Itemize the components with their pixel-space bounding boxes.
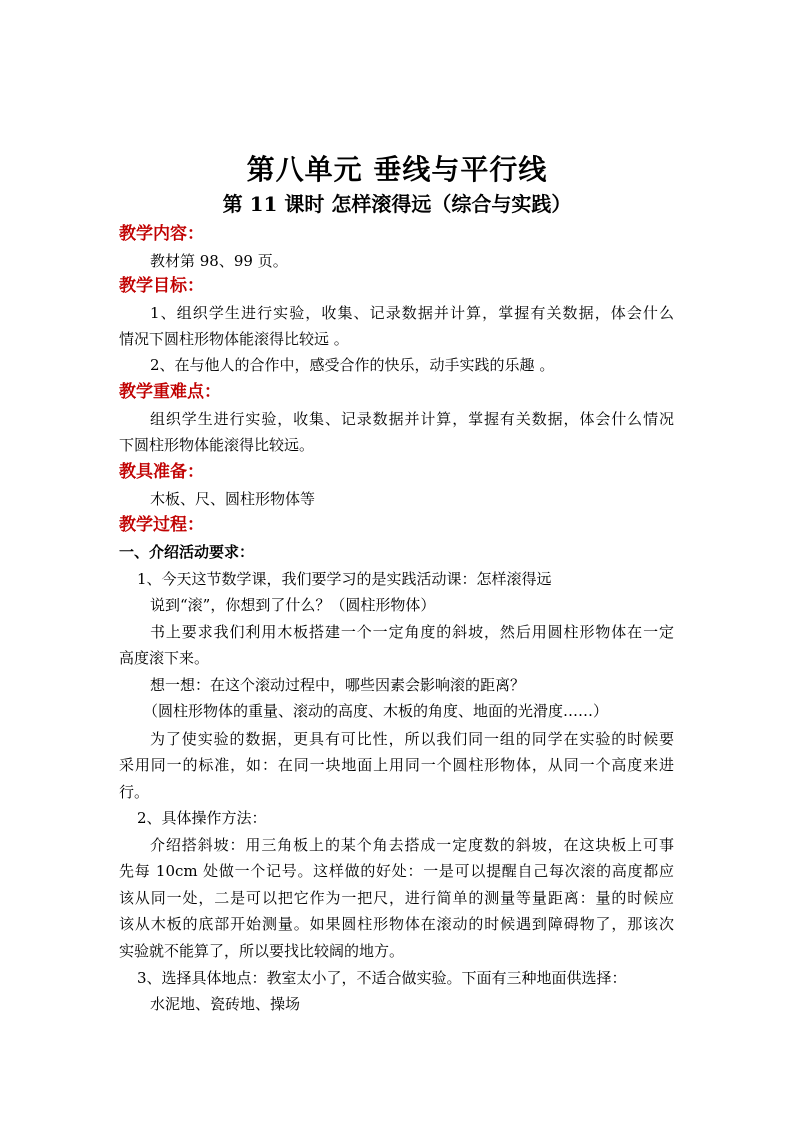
part-1-heading: 一、介绍活动要求： (119, 543, 255, 561)
paragraph-8-line-4: 该从木板的底部开始测量。如果圆柱形物体在滚动的时候遇到障碍物了，那该次 (119, 915, 674, 933)
content-heading: 教学内容： (119, 224, 204, 244)
paragraph-6-line-2: 采用同一的标准，如：在同一块地面上用同一个圆柱形物体，从同一个高度来进 (119, 756, 674, 774)
paragraph-3-line-2: 高度滚下来。 (119, 649, 210, 667)
tools-text: 木板、尺、圆柱形物体等 (150, 490, 316, 508)
paragraph-8-line-1: 介绍搭斜坡：用三角板上的某个角去搭成一定度数的斜坡，在这块板上可事 (150, 836, 674, 854)
paragraph-6-line-1: 为了使实验的数据，更具有可比性，所以我们同一组的同学在实验的时候要 (150, 730, 674, 748)
key-points-line-1: 组织学生进行实验，收集、记录数据并计算，掌握有关数据，体会什么情况 (150, 410, 674, 428)
paragraph-2: 说到“滚”，你想到了什么？（圆柱形物体） (150, 596, 436, 614)
goal-1-line-1: 1、组织学生进行实验，收集、记录数据并计算，掌握有关数据，体会什么 (150, 304, 674, 322)
tools-heading: 教具准备： (119, 462, 204, 482)
goals-heading: 教学目标： (119, 276, 204, 296)
paragraph-4: 想一想：在这个滚动过程中，哪些因素会影响滚的距离？ (150, 676, 526, 694)
paragraph-5: （圆柱形物体的重量、滚动的高度、木板的角度、地面的光滑度……） (143, 702, 609, 720)
goal-1-line-2: 情况下圆柱形物体能滚得比较远 。 (119, 330, 349, 348)
key-points-heading: 教学重难点： (119, 382, 221, 402)
paragraph-8-line-3: 该从同一处，二是可以把它作为一把尺，进行简单的测量等量距离：量的时候应 (119, 889, 674, 907)
paragraph-8-line-2: 先每 10cm 处做一个记号。这样做的好处：一是可以提醒自己每次滚的高度都应 (119, 862, 674, 880)
paragraph-8-line-5: 实验就不能算了，所以要找比较阔的地方。 (119, 942, 405, 960)
paragraph-10: 水泥地、瓷砖地、操场 (150, 995, 301, 1013)
paragraph-3-line-1: 书上要求我们利用木板搭建一个一定角度的斜坡，然后用圆柱形物体在一定 (150, 623, 674, 641)
goal-2: 2、在与他人的合作中，感受合作的快乐，动手实践的乐趣 。 (150, 356, 555, 374)
paragraph-6-line-3: 行。 (119, 783, 150, 801)
unit-title: 第八单元 垂线与平行线 (246, 153, 548, 186)
paragraph-9: 3、选择具体地点：教室太小了，不适合做实验。下面有三种地面供选择： (137, 969, 627, 987)
paragraph-1: 1、今天这节数学课，我们要学习的是实践活动课：怎样滚得远 (137, 570, 552, 588)
process-heading: 教学过程： (119, 515, 204, 535)
paragraph-7: 2、具体操作方法： (137, 809, 267, 827)
key-points-line-2: 下圆柱形物体能滚得比较远。 (119, 436, 315, 454)
content-text: 教材第 98、99 页。 (150, 252, 288, 270)
lesson-title: 第 11 课时 怎样滚得远（综合与实践） (222, 192, 572, 216)
